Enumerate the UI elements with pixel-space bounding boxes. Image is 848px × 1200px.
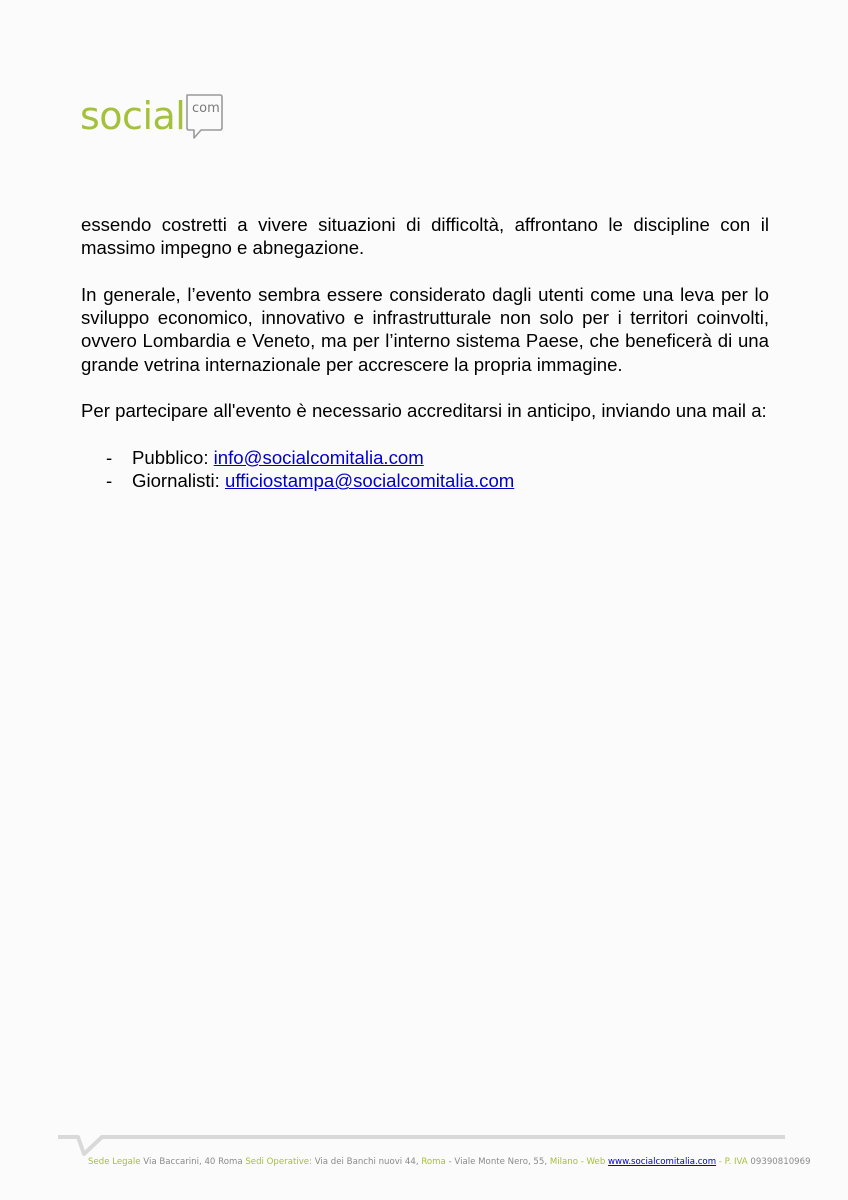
list-item-pubblico <box>81 446 769 469</box>
contact-label-giornalisti: Giornalisti: <box>132 470 225 492</box>
footer-milano-label: Milano - Web <box>549 1157 606 1167</box>
footer-web-link[interactable]: www.socialcomitalia.com <box>608 1157 717 1167</box>
paragraph-3: Per partecipare all'evento è necessario accreditarsi in anticipo, inviando una mail a: <box>81 400 767 422</box>
footer-piva-label: - P. IVA <box>716 1157 748 1167</box>
footer-info <box>88 1157 811 1167</box>
footer-roma-label: Roma <box>421 1157 446 1167</box>
document-body <box>81 213 769 493</box>
footer-divider <box>58 1134 788 1158</box>
footer-sede-legale-label: Sede Legale <box>88 1157 141 1167</box>
contact-label-pubblico: Pubblico: <box>132 446 214 468</box>
paragraph-1: essendo costretti a vivere situazioni di difficoltà, affrontano le discipline con il massimo impegno e abnegazione. <box>81 214 769 259</box>
footer-milano-address: Viale Monte Nero, 55, <box>454 1157 550 1167</box>
footer-piva-value: 09390810969 <box>747 1157 811 1167</box>
footer-sedi-operative-label: Sedi Operative: <box>245 1157 312 1167</box>
footer-sede-legale-address: Via Baccarini, 40 Roma <box>140 1157 246 1167</box>
list-item-giornalisti <box>81 469 769 492</box>
email-link-giornalisti[interactable]: ufficiostampa@socialcomitalia.com <box>225 470 515 492</box>
contact-list <box>81 446 769 493</box>
paragraph-2: In generale, l’evento sembra essere considerato dagli utenti come una leva per lo sviluppo economico, innovativo e infrastrutturale non solo per i territori coinvolti, ovvero Lombardia e Veneto, ma per l’interno sistema Paese, che beneficerà di una grande vetrina internazionale per accrescere la propria immagine. <box>81 283 769 375</box>
logo-wordmark: social <box>80 94 186 138</box>
socialcom-logo <box>80 92 230 152</box>
list-dash: - <box>106 470 113 492</box>
logo-bubble-text: com <box>192 101 220 116</box>
footer-roma-address: Via dei Banchi nuovi 44, <box>312 1157 422 1167</box>
list-dash: - <box>106 446 113 468</box>
footer-separator: - <box>445 1157 455 1167</box>
email-link-pubblico[interactable]: info@socialcomitalia.com <box>213 446 424 468</box>
